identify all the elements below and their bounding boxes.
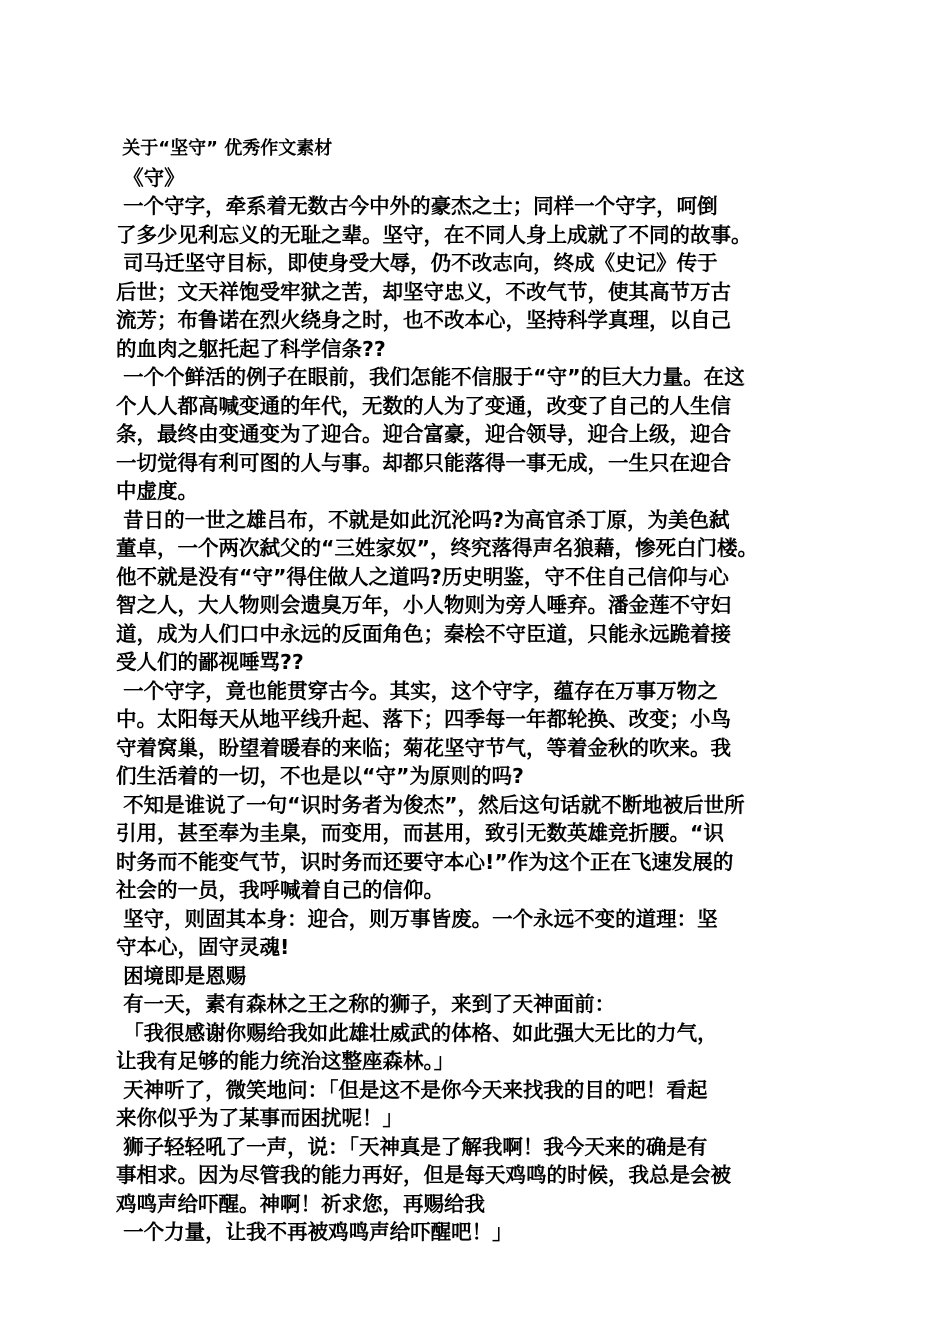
text-line: 一个守字，牵系着无数古今中外的豪杰之士；同样一个守字，呵倒: [116, 194, 718, 218]
text-line: 守本心，固守灵魂!: [116, 935, 290, 959]
text-line: 事相求。因为尽管我的能力再好，但是每天鸡鸣的时候，我总是会被: [116, 1163, 731, 1187]
text-line: 智之人，大人物则会遗臭万年，小人物则为旁人唾弃。潘金莲不守妇: [116, 593, 731, 617]
text-line: 条，最终由变通变为了迎合。迎合富豪，迎合领导，迎合上级，迎合: [116, 422, 731, 446]
text-line: 司马迁坚守目标，即使身受大辱，仍不改志向，终成《史记》传于: [116, 251, 718, 275]
text-line: 的血肉之躯托起了科学信条??: [116, 336, 386, 361]
text-line: 来你似乎为了某事而困扰呢！」: [116, 1106, 403, 1130]
text-line: 坚守，则固其本身：迎合，则万事皆废。一个永远不变的道理：坚: [116, 906, 718, 931]
document-title: 关于“坚守” 优秀作文素材: [116, 138, 333, 159]
text-line: 一个守字，竟也能贯穿古今。其实，这个守字，蕴存在万事万物之: [116, 678, 718, 703]
text-line: 董卓，一个两次弑父的“三姓家奴”，终究落得声名狼藉，惨死白门楼。: [116, 536, 758, 560]
text-line: 时务而不能变气节，识时务而还要守本心!”作为这个正在飞速发展的: [116, 849, 734, 874]
text-line: 后世；文天祥饱受牢狱之苦，却坚守忠义，不改气节，使其高节万古: [116, 279, 731, 304]
text-line: 中虚度。: [116, 479, 198, 503]
text-line: 守着窝巢，盼望着暖春的来临；菊花坚守节气，等着金秋的吹来。我: [116, 735, 731, 760]
essay-title: 《守》: [116, 165, 185, 190]
text-line: 不知是谁说了一句“识时务者为俊杰”，然后这句话就不断地被后世所: [116, 792, 745, 817]
text-line: 鸡鸣声给吓醒。神啊！祈求您，再赐给我: [116, 1191, 485, 1216]
text-line: 有一天，素有森林之王之称的狮子，来到了天神面前：: [116, 992, 616, 1016]
text-line: 他不就是没有“守”得住做人之道吗?历史明鉴，守不住自己信仰与心: [116, 564, 729, 589]
text-line: 引用，甚至奉为圭臬，而变用，而甚用，致引无数英雄竞折腰。“识: [116, 821, 724, 845]
text-line: 让我有足够的能力统治这整座森林。」: [116, 1049, 455, 1073]
text-line: 一个力量，让我不再被鸡鸣声给吓醒吧！」: [116, 1220, 513, 1244]
text-line: 一个个鲜活的例子在眼前，我们怎能不信服于“守”的巨大力量。在这: [116, 365, 745, 389]
text-line: 中。太阳每天从地平线升起、落下；四季每一年都轮换、改变；小鸟: [116, 707, 731, 731]
text-line: 道，成为人们口中永远的反面角色；秦桧不守臣道，只能永远跪着接: [116, 621, 731, 646]
text-line: 受人们的鄙视唾骂??: [116, 650, 304, 674]
text-line: 「我很感谢你赐给我如此雄壮威武的体格、如此强大无比的力气，: [116, 1020, 718, 1045]
text-line: 昔日的一世之雄吕布，不就是如此沉沦吗?为高官杀丁原，为美色弑: [116, 507, 730, 532]
text-line: 流芳；布鲁诺在烈火绕身之时，也不改本心，坚持科学真理，以自己: [116, 308, 731, 332]
section-heading: 困境即是恩赐: [116, 963, 247, 988]
text-line: 们生活着的一切，不也是以“守”为原则的吗?: [116, 764, 524, 788]
document-body: [116, 135, 840, 1247]
text-line: 社会的一员，我呼喊着自己的信仰。: [116, 878, 444, 902]
text-line: 狮子轻轻吼了一声，说：「天神真是了解我啊！我今天来的确是有: [116, 1134, 708, 1159]
text-line: 一切觉得有利可图的人与事。却都只能落得一事无成，一生只在迎合: [116, 450, 731, 475]
text-line: 了多少见利忘义的无耻之辈。坚守，在不同人身上成就了不同的故事。: [116, 222, 752, 247]
text-line: 天神听了，微笑地问：「但是这不是你今天来找我的目的吧！看起: [116, 1077, 708, 1102]
text-line: 个人人都高喊变通的年代，无数的人为了变通，改变了自己的人生信: [116, 393, 731, 418]
